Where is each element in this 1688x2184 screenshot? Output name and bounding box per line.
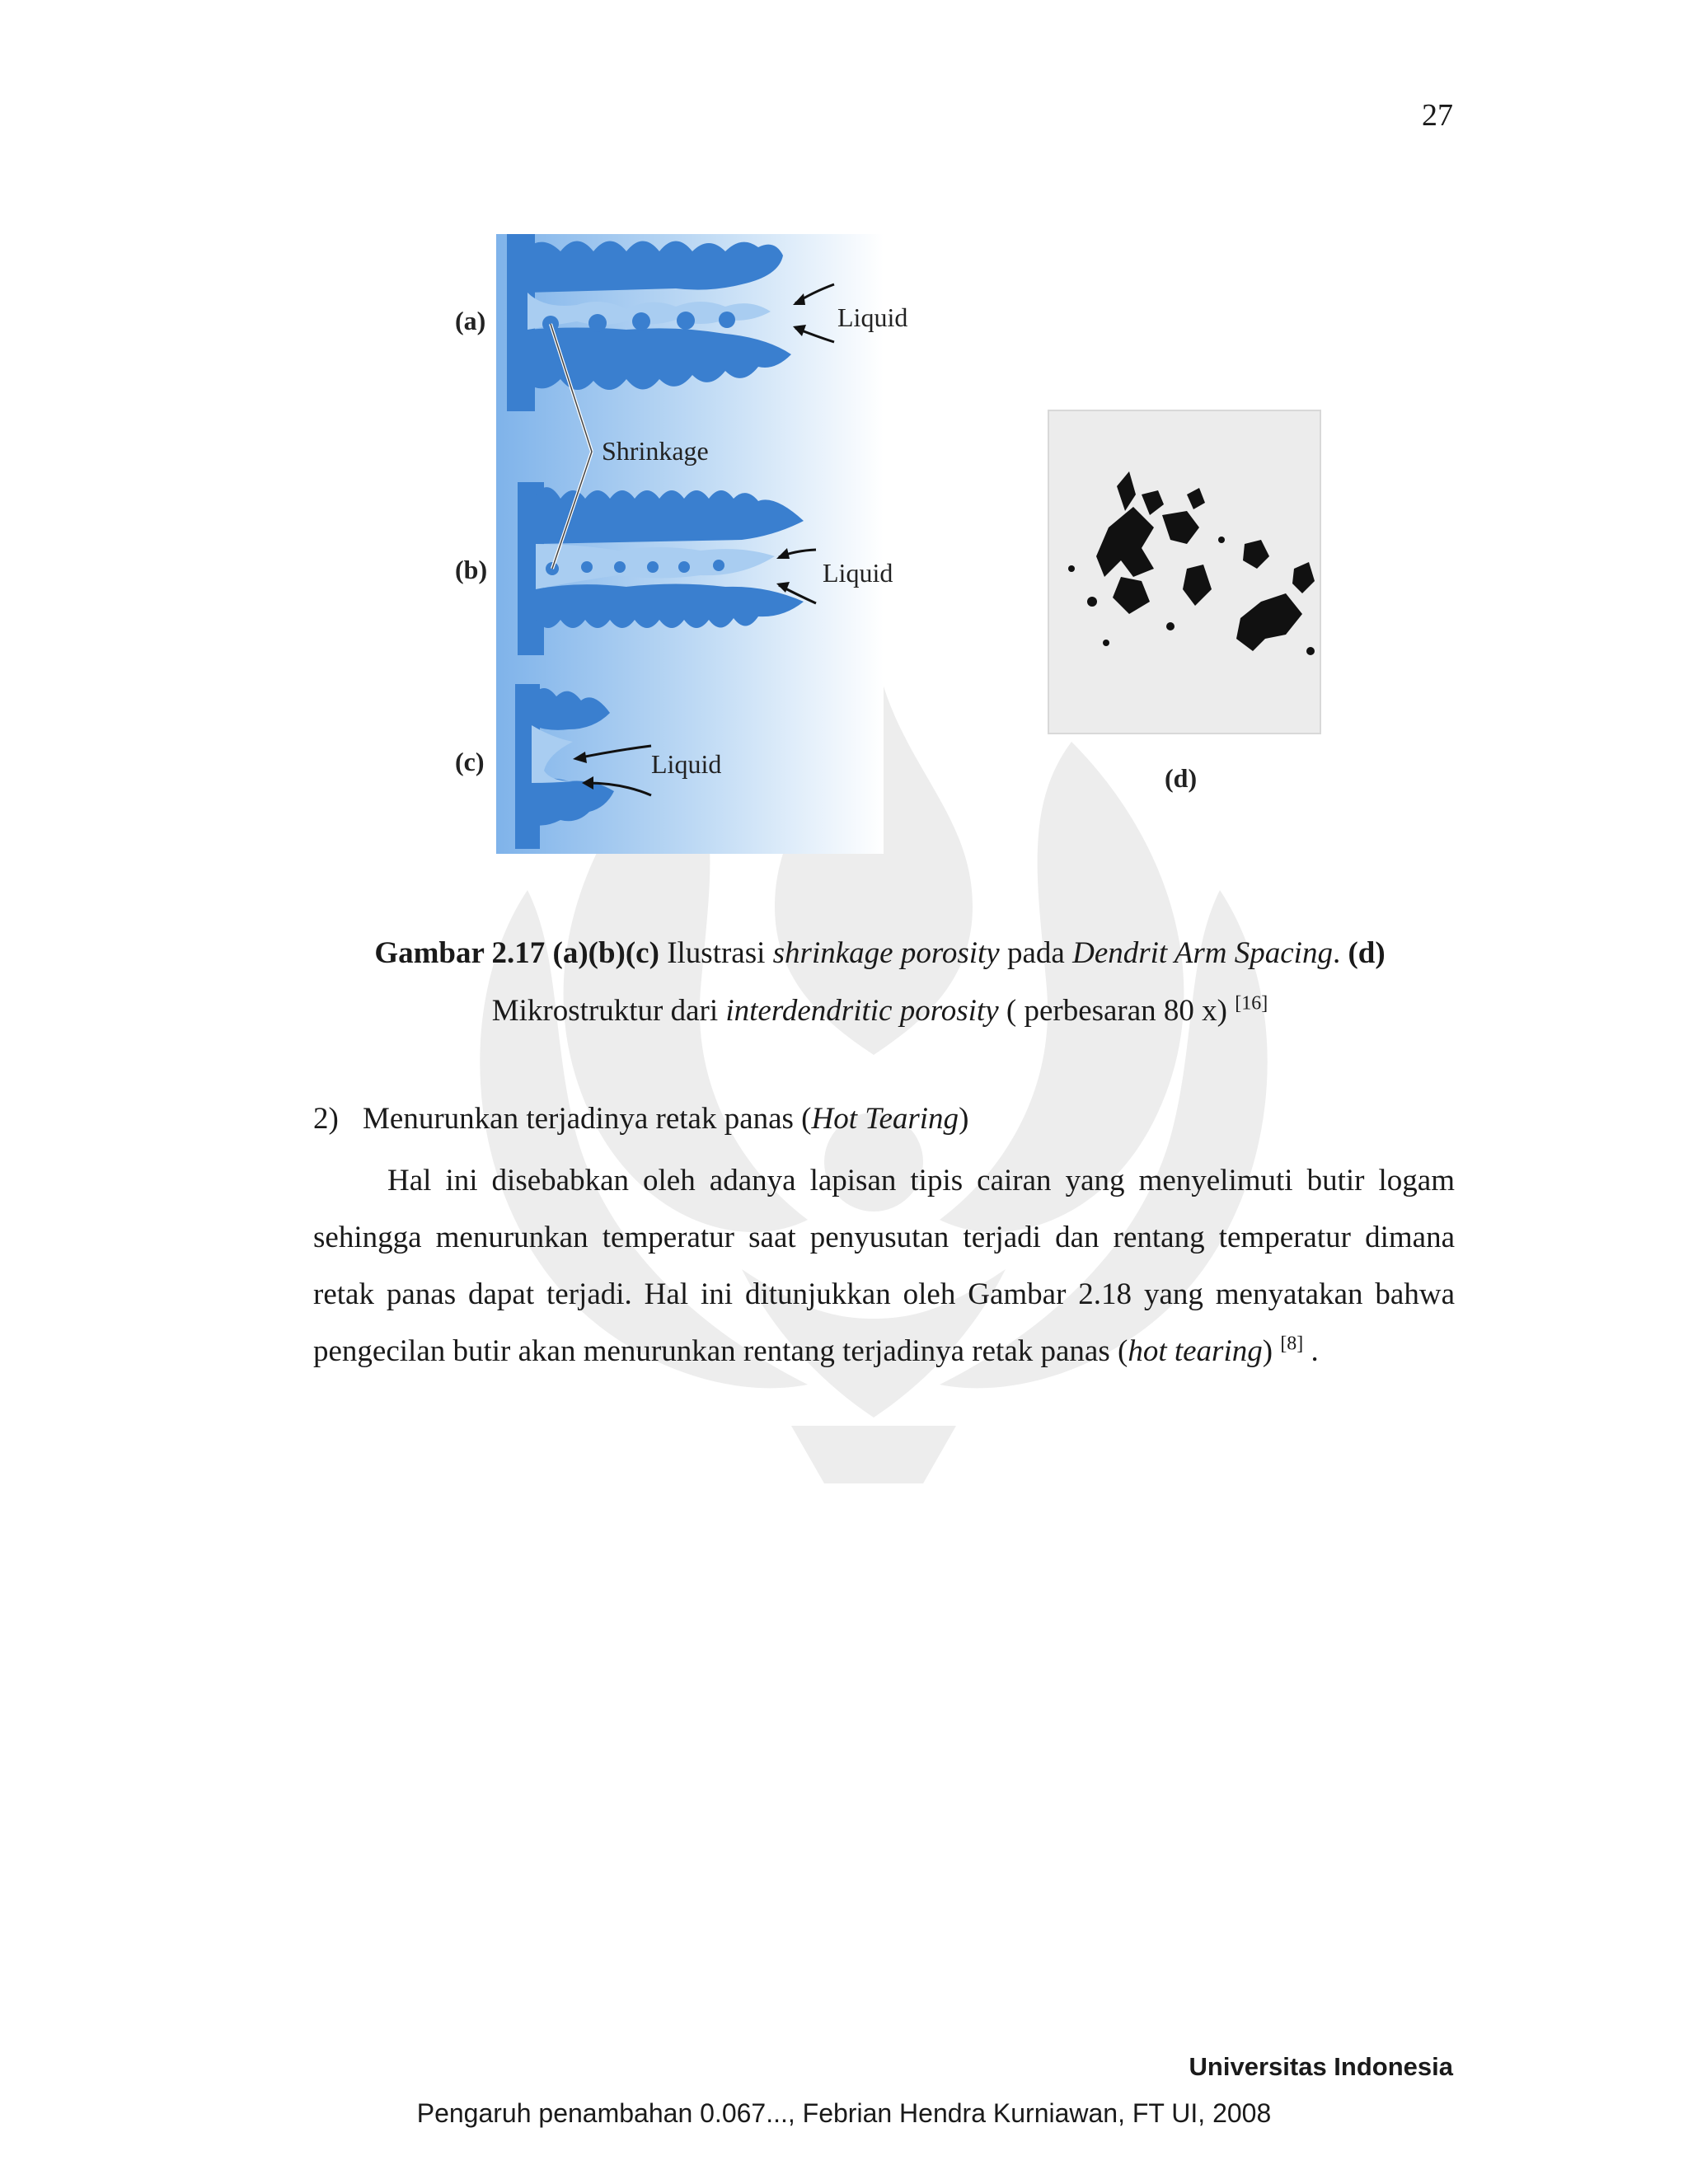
- page-number: 27: [1422, 98, 1453, 133]
- caption-text-5: .: [1332, 936, 1348, 970]
- list-text: Menurunkan terjadinya retak panas (: [363, 1102, 812, 1136]
- list-close: ): [959, 1102, 969, 1136]
- caption-reference: [16]: [1235, 992, 1268, 1015]
- caption-text-2: shrinkage porosity: [772, 936, 1000, 970]
- label-b: (b): [455, 555, 488, 584]
- footer-credit: Pengaruh penambahan 0.067..., Febrian Hendra Kurniawan, FT UI, 2008: [416, 2098, 1272, 2128]
- label-d: (d): [1165, 763, 1198, 793]
- liquid-label-b: Liquid: [823, 558, 893, 588]
- paragraph-reference: [8]: [1280, 1333, 1304, 1355]
- caption-text-7: interdendritic porosity: [725, 994, 999, 1028]
- micrograph-d: [1048, 410, 1320, 733]
- figure-2-17: [0, 0, 1688, 907]
- list-italic: Hot Tearing: [811, 1102, 959, 1136]
- figure-caption: [305, 925, 1455, 1040]
- list-item-2: [313, 1101, 968, 1137]
- caption-text-4: Dendrit Arm Spacing: [1072, 936, 1333, 970]
- paragraph-text: Hal ini disebabkan oleh adanya lapisan tipis cairan yang menyelimuti butir logam sehingga menurunkan temperatur saat penyusutan terjadi dan rentang temperatur dimana retak panas dapat terjadi. Hal ini ditunjukkan oleh Gambar 2.18 yang menyatakan bahwa pengecilan butir akan menurunkan rentang terjadinya retak panas (: [313, 1164, 1455, 1368]
- caption-text-6: Mikrostruktur dari: [491, 994, 726, 1028]
- paragraph-italic: hot tearing: [1128, 1334, 1263, 1368]
- liquid-label-c: Liquid: [651, 749, 722, 779]
- body-paragraph: [313, 1152, 1455, 1380]
- caption-part-d: (d): [1348, 936, 1386, 970]
- caption-text-8: ( perbesaran 80 x): [998, 994, 1236, 1028]
- label-a: (a): [455, 306, 486, 335]
- list-number: 2): [313, 1102, 339, 1136]
- paragraph-end: .: [1303, 1334, 1319, 1368]
- caption-text-3: pada: [999, 936, 1073, 970]
- caption-fig-number: Gambar 2.17: [374, 936, 546, 970]
- liquid-label-a: Liquid: [837, 302, 908, 332]
- caption-parts-abc: (a)(b)(c): [552, 936, 659, 970]
- footer-university: Universitas Indonesia: [1189, 2052, 1453, 2081]
- caption-text-1: Ilustrasi: [659, 936, 773, 970]
- shrinkage-label: Shrinkage: [602, 436, 709, 466]
- paragraph-close: ): [1262, 1334, 1281, 1368]
- label-c: (c): [455, 747, 485, 776]
